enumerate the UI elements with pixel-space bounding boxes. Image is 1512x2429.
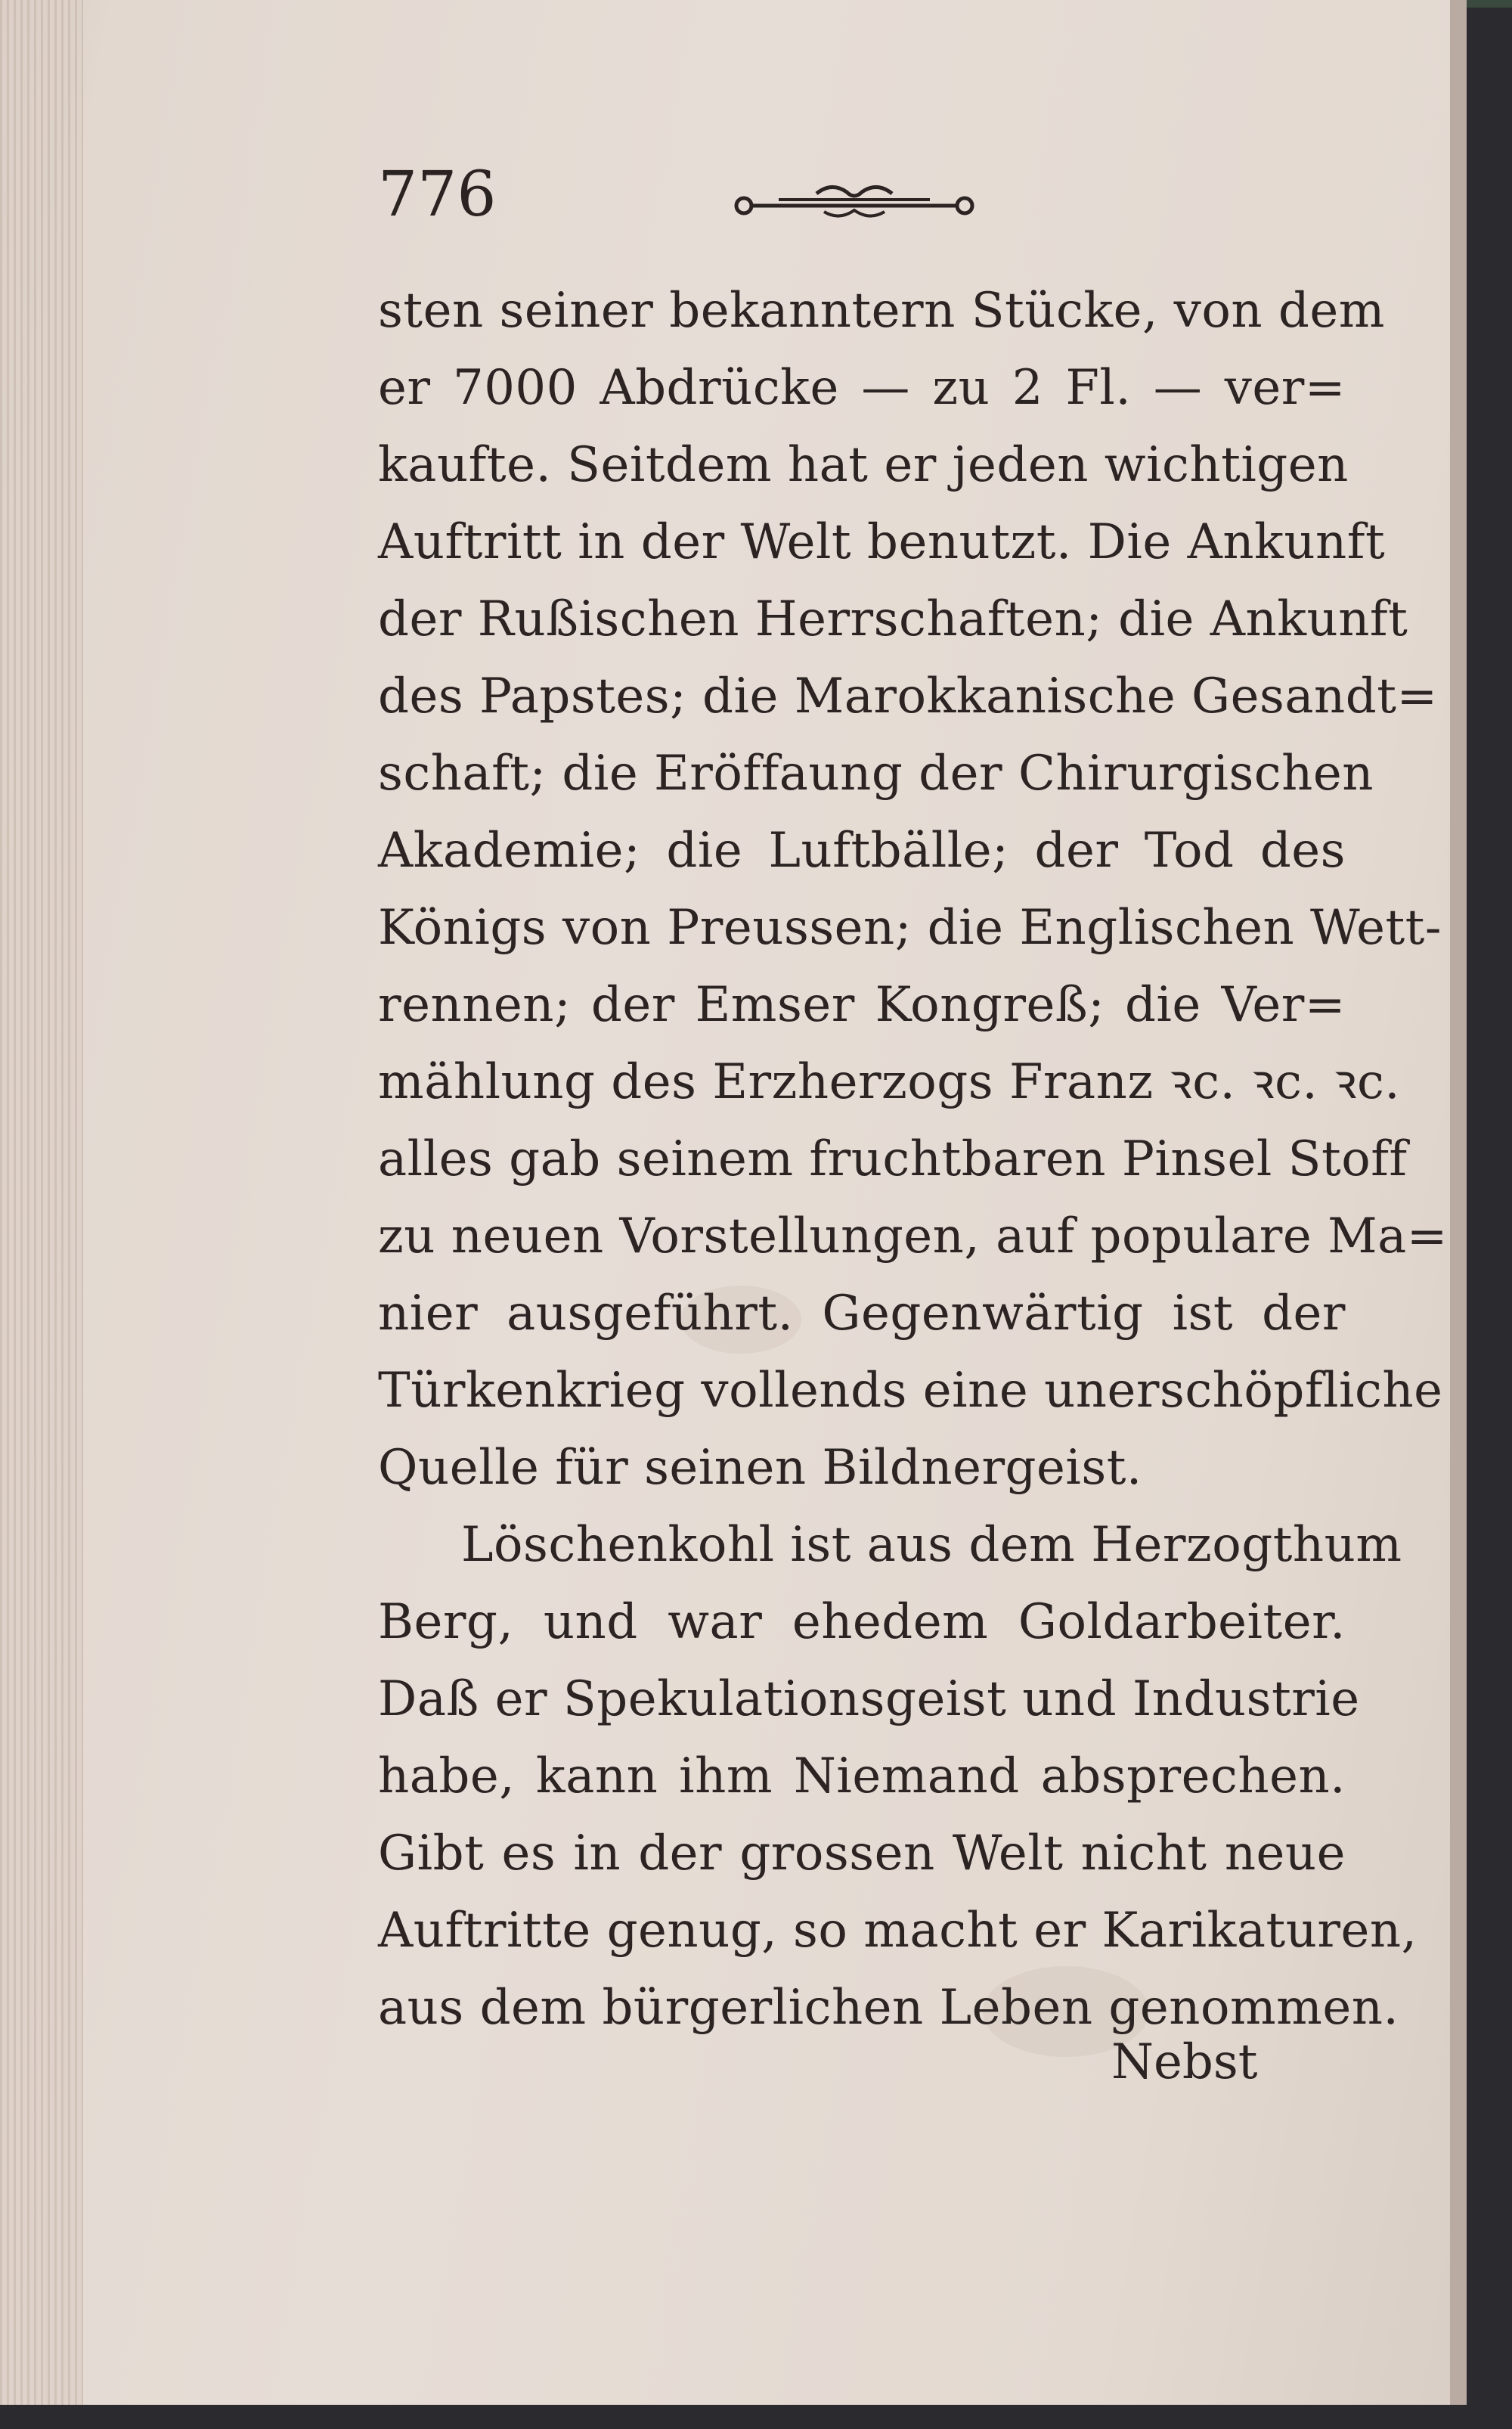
text-line: mählung des Erzherzogs Franz ꝛc. ꝛc. ꝛc. [378, 1054, 1401, 1110]
text-line: Auftritte genug, so macht er Karikaturen, [378, 1903, 1418, 1959]
printer-ornament-icon [733, 175, 975, 228]
body-text [378, 272, 1448, 2046]
text-line: Königs von Preussen; die Englischen Wett- [378, 900, 1442, 956]
catchword: Nebst [1111, 2034, 1258, 2090]
text-line: Daß er Spekulationsgeist und Industrie [378, 1671, 1360, 1727]
text-line: des Papstes; die Marokkanische Gesandt= [378, 669, 1438, 724]
text-line: der Rußischen Herrschaften; die Ankunft [378, 591, 1408, 647]
text-line: Gibt es in der grossen Welt nicht neue [378, 1826, 1346, 1881]
text-line: alles gab seinem fruchtbaren Pinsel Stoff [378, 1131, 1408, 1187]
text-line: sten seiner bekanntern Stücke, von dem [378, 283, 1385, 339]
text-line: aus dem bürgerlichen Leben genommen. [378, 1980, 1399, 2036]
page-gutter [0, 0, 83, 2405]
text-line: schaft; die Eröffaung der Chirurgischen [378, 746, 1374, 802]
text-line: er 7000 Abdrücke — zu 2 Fl. — ver= [378, 360, 1346, 416]
text-line: Auftritt in der Welt benutzt. Die Ankunft [378, 514, 1386, 570]
text-line: rennen; der Emser Kongreß; die Ver= [378, 977, 1346, 1033]
text-line: Akademie; die Luftbälle; der Tod des [378, 823, 1346, 879]
text-line: habe, kann ihm Niemand absprechen. [378, 1748, 1346, 1804]
page-header [378, 159, 1361, 242]
text-line: kaufte. Seitdem hat er jeden wichtigen [378, 437, 1349, 493]
text-line: zu neuen Vorstellungen, auf populare Ma= [378, 1208, 1448, 1264]
page-number: 776 [378, 159, 497, 231]
text-line: Türkenkrieg vollends eine unerschöpfliche [378, 1363, 1443, 1419]
text-line: Löschenkohl ist aus dem Herzogthum [461, 1517, 1402, 1573]
text-line: nier ausgeführt. Gegenwärtig ist der [378, 1286, 1346, 1342]
page-edge [1450, 0, 1467, 2405]
text-line: Quelle für seinen Bildnergeist. [378, 1440, 1142, 1496]
text-line: Berg, und war ehedem Goldarbeiter. [378, 1594, 1346, 1650]
